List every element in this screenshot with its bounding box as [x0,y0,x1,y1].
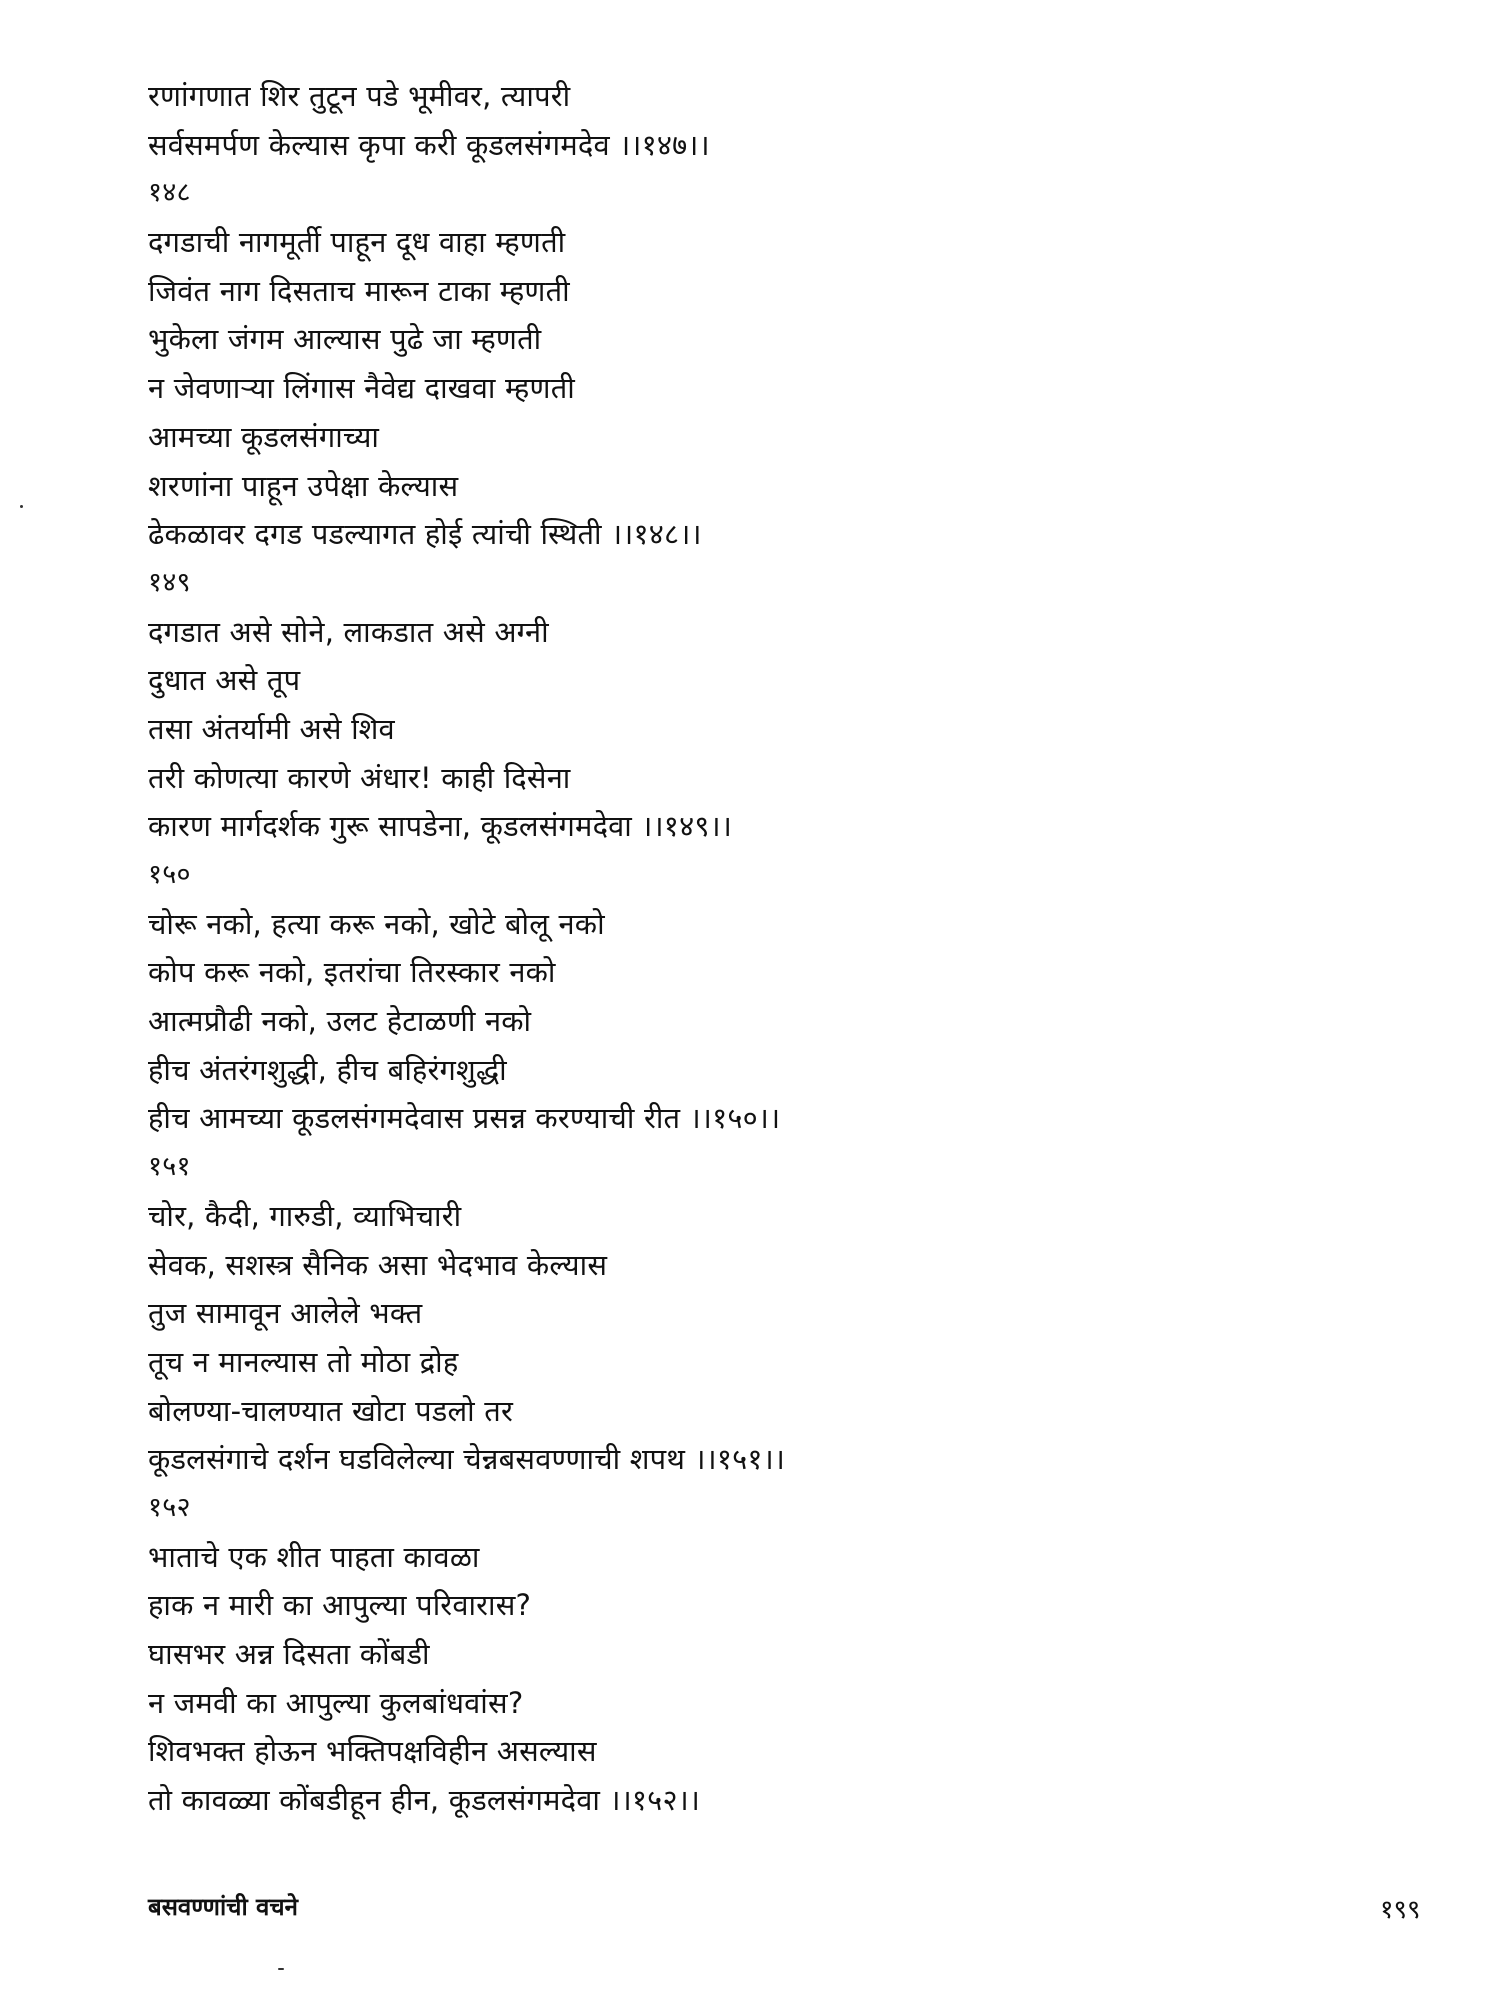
text-line: सर्वसमर्पण केल्यास कृपा करी कूडलसंगमदेव ।।१४७।। [148,127,710,162]
text-line: दगडात असे सोने, लाकडात असे अग्नी [148,614,549,649]
page-number: १९९ [1380,1895,1421,1925]
text-line: तरी कोणत्या कारणे अंधार! काही दिसेना [148,760,571,795]
text-line: दगडाची नागमूर्ती पाहून दूध वाहा म्हणती [148,225,566,260]
text-line: तुज सामावून आलेले भक्त [148,1296,423,1331]
text-line: कोप करू नको, इतरांचा तिरस्कार नको [148,955,556,990]
verse-number: १५२ [148,1491,191,1523]
scan-speck [20,505,23,508]
text-line: हाक न मारी का आपुल्या परिवारास? [148,1588,532,1623]
verse-number: १५० [148,859,191,890]
text-line: तूच न मानल्यास तो मोठा द्रोह [148,1344,459,1379]
text-line: ढेकळावर दगड पडल्यागत होई त्यांची स्थिती ।।१४८।। [148,517,702,552]
running-footer-title: बसवण्णांची वचने [148,1893,298,1921]
text-line: रणांगणात शिर तुटून पडे भूमीवर, त्यापरी [148,79,571,113]
text-line: भुकेला जंगम आल्यास पुढे जा म्हणती [148,322,542,357]
text-line: तो कावळ्या कोंबडीहून हीन, कूडलसंगमदेवा ।।१५२।। [148,1783,701,1818]
text-line: आत्मप्रौढी नको, उलट हेटाळणी नको [148,1004,532,1039]
verse-number: १४८ [148,177,191,209]
text-line: कारण मार्गदर्शक गुरू सापडेना, कूडलसंगमदेवा ।।१४९।। [148,809,733,844]
text-line: आमच्या कूडलसंगाच्या [148,419,380,454]
text-line: भाताचे एक शीत पाहता कावळा [148,1539,480,1574]
text-line: जिवंत नाग दिसताच मारून टाका म्हणती [148,273,570,308]
text-line: चोर, कैदी, गारुडी, व्याभिचारी [148,1198,462,1233]
text-line: बोलण्या-चालण्यात खोटा पडलो तर [148,1393,514,1428]
text-line: न जमवी का आपुल्या कुलबांधवांस? [148,1685,524,1720]
text-line: सेवक, सशस्त्र सैनिक असा भेदभाव केल्यास [148,1247,608,1282]
text-line: शरणांना पाहून उपेक्षा केल्यास [148,468,459,503]
verse-number: १४९ [148,566,191,598]
text-line: शिवभक्त होऊन भक्तिपक्षविहीन असल्यास [148,1734,597,1769]
text-line: कूडलसंगाचे दर्शन घडविलेल्या चेन्नबसवण्णाची शपथ ।।१५१।। [148,1442,786,1477]
text-line: दुधात असे तूप [148,663,301,698]
text-line: हीच अंतरंगशुद्धी, हीच बहिरंगशुद्धी [148,1052,507,1087]
scan-speck [278,1968,284,1970]
text-line: हीच आमच्या कूडलसंगमदेवास प्रसन्न करण्याची रीत ।।१५०।। [148,1101,781,1136]
verse-text-block [148,72,1348,1825]
text-line: न जेवणाऱ्या लिंगास नैवेद्य दाखवा म्हणती [148,371,575,406]
text-line: घासभर अन्न दिसता कोंबडी [148,1637,430,1671]
text-line: तसा अंतर्यामी असे शिव [148,711,395,746]
text-line: चोरू नको, हत्या करू नको, खोटे बोलू नको [148,906,605,941]
verse-number: १५१ [148,1151,191,1183]
